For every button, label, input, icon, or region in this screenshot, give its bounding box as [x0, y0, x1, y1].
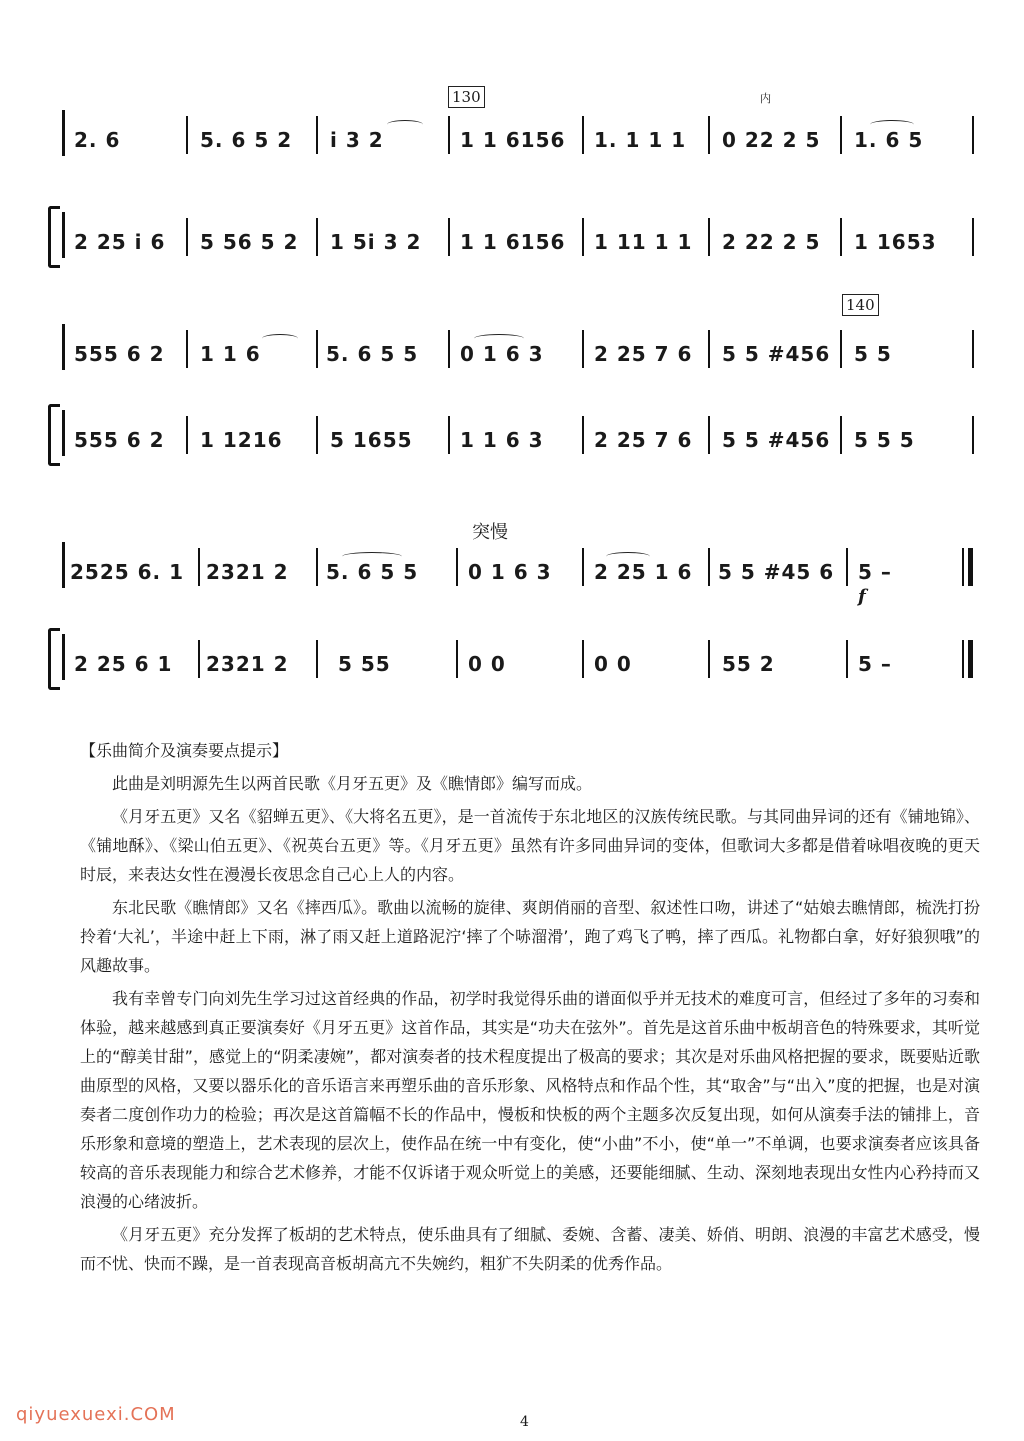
intro-paragraph: 东北民歌《瞧情郎》又名《摔西瓜》。歌曲以流畅的旋律、爽朗俏丽的音型、叙述性口吻，讲述了“姑娘去瞧情郎，梳洗打扮拎着‘大礼’，半途中赶上下雨，淋了雨又赶上道路泥泞‘摔了个哧溜滑’，跑了鸡飞了鸭，摔了西瓜。礼物都白拿，好好狼狈哦”的风趣故事。	[80, 898, 980, 975]
measure: 5 5 #456	[722, 428, 831, 452]
bar-line	[582, 116, 584, 154]
bar-line	[448, 116, 450, 154]
measure: 5 5 5	[854, 428, 915, 452]
bar-line	[186, 218, 188, 256]
bar-line	[316, 218, 318, 256]
music-score	[0, 0, 1024, 720]
intro-paragraph: 我有幸曾专门向刘先生学习过这首经典的作品，初学时我觉得乐曲的谱面似乎并无技术的难度可言，但经过了多年的习奏和体验，越来越感到真正要演奏好《月牙五更》这首作品，其实是“功夫在弦外”。首先是这首乐曲中板胡音色的特殊要求，其听觉上的“醇美甘甜”，感觉上的“阴柔凄婉”，都对演奏者的技术程度提出了极高的要求；其次是对乐曲风格把握的要求，既要贴近歌曲原型的风格，又要以器乐化的音乐语言来再塑乐曲的音乐形象、风格特点和作品个性，其“取舍”与“出入”度的把握，也是对演奏者二度创作功力的检验；再次是这首篇幅不长的作品中，慢板和快板的两个主题多次反复出现，如何从演奏手法的铺排上，音乐形象和意境的塑造上，艺术表现的层次上，使作品在统一中有变化，使“小曲”不小，使“单一”不单调，也要求演奏者应该具备较高的音乐表现能力和综合艺术修养，才能不仅诉诸于观众听觉上的美感，还要能细腻、生动、深刻地表现出女性内心矜持而又浪漫的心绪波折。	[80, 989, 980, 1211]
bar-line	[840, 330, 842, 368]
bar-line	[448, 416, 450, 454]
bar-line	[846, 640, 848, 678]
bar-line	[448, 330, 450, 368]
staff-top	[62, 322, 982, 372]
measure: 0 0	[468, 652, 506, 676]
final-bar-thick	[968, 548, 973, 586]
tie	[262, 334, 298, 343]
measure: 1 5i 3 2	[330, 230, 422, 254]
bar-line	[456, 548, 458, 586]
bar-line	[456, 640, 458, 678]
measure: 1 1216	[200, 428, 283, 452]
measure: 5 5 #456	[722, 342, 831, 366]
measure: 1. 1 1 1	[594, 128, 687, 152]
measure: 5 55	[338, 652, 391, 676]
measure: 1 1 6 3	[460, 428, 544, 452]
bar-line	[972, 330, 974, 368]
tie	[606, 552, 650, 561]
bar-line	[708, 218, 710, 256]
final-bar-thin	[962, 548, 964, 586]
measure: 5. 6 5 5	[326, 342, 419, 366]
staff-start-bar	[62, 410, 65, 456]
tie	[342, 552, 402, 561]
bar-line	[186, 330, 188, 368]
system-bracket	[48, 404, 60, 466]
measure: 0 22 2 5	[722, 128, 821, 152]
bar-line	[582, 548, 584, 586]
measure: 5 –	[858, 652, 892, 676]
bar-line	[316, 116, 318, 154]
bar-line	[198, 640, 200, 678]
page-number: 4	[520, 1414, 529, 1430]
tie	[870, 120, 914, 129]
bar-line	[186, 116, 188, 154]
bar-line	[448, 218, 450, 256]
measure: 0 1 6 3	[468, 560, 552, 584]
rehearsal-mark-130: 130	[448, 86, 485, 108]
intro-heading: 【乐曲简介及演奏要点提示】	[80, 741, 289, 760]
bar-line	[316, 330, 318, 368]
final-bar-thick	[968, 640, 973, 678]
measure: 5 5	[854, 342, 892, 366]
bar-line	[708, 330, 710, 368]
bar-line	[186, 416, 188, 454]
tie	[387, 120, 423, 129]
bar-line	[708, 640, 710, 678]
intro-paragraph: 《月牙五更》充分发挥了板胡的艺术特点，使乐曲具有了细腻、委婉、含蓄、凄美、娇俏、明朗、浪漫的丰富艺术感受，慢而不忧、快而不躁，是一首表现高音板胡高亢不失婉约，粗犷不失阴柔的优秀作品。	[80, 1225, 980, 1273]
measure: 0 1 6 3	[460, 342, 544, 366]
staff-bottom	[62, 210, 982, 260]
dynamic-mark: f	[858, 586, 866, 607]
bar-line	[198, 548, 200, 586]
measure: 5 5 #45 6	[718, 560, 835, 584]
staff-start-bar	[62, 634, 65, 680]
tie	[474, 334, 524, 343]
measure: 1 11 1 1	[594, 230, 693, 254]
measure: 1 1653	[854, 230, 937, 254]
system-bracket	[48, 206, 60, 268]
measure: 1 1 6156	[460, 230, 566, 254]
measure: 2 25 7 6	[594, 342, 693, 366]
bar-line	[972, 116, 974, 154]
measure: 2 25 6 1	[74, 652, 173, 676]
bar-line	[840, 218, 842, 256]
measure: 2321 2	[206, 560, 289, 584]
measure: 55 2	[722, 652, 775, 676]
measure: 1 1 6	[200, 342, 261, 366]
measure: 555 6 2	[74, 342, 165, 366]
measure: 2525 6. 1	[70, 560, 185, 584]
bar-line	[840, 416, 842, 454]
bar-line	[846, 548, 848, 586]
staff-bottom	[62, 408, 982, 458]
bar-line	[708, 416, 710, 454]
measure: 2 22 2 5	[722, 230, 821, 254]
measure: 5. 6 5 5	[326, 560, 419, 584]
measure: 2 25 7 6	[594, 428, 693, 452]
measure: 0 0	[594, 652, 632, 676]
bar-line	[316, 548, 318, 586]
intro-paragraph: 《月牙五更》又名《貂蝉五更》、《大将名五更》，是一首流传于东北地区的汉族传统民歌。与其同曲异词的还有《铺地锦》、《铺地酥》、《梁山伯五更》、《祝英台五更》等。《月牙五更》虽然有许多同曲异词的变体，但歌词大多都是借着咏唱夜晚的更天时辰，来表达女性在漫漫长夜思念自己心上人的内容。	[80, 807, 980, 884]
rehearsal-mark-140: 140	[842, 294, 879, 316]
watermark-logo: qiyuexuexi.COM	[16, 1404, 176, 1425]
measure: 5. 6 5 2	[200, 128, 293, 152]
staff-start-bar	[62, 542, 65, 588]
measure: 5 56 5 2	[200, 230, 299, 254]
tempo-marking: 突慢	[472, 522, 508, 543]
staff-top	[62, 108, 982, 158]
bar-line	[708, 116, 710, 154]
system-bracket	[48, 628, 60, 690]
measure: 2 25 1 6	[594, 560, 693, 584]
bar-line	[316, 416, 318, 454]
measure: 5 –	[858, 560, 892, 584]
staff-start-bar	[62, 110, 65, 156]
measure: 2 25 i 6	[74, 230, 166, 254]
staff-start-bar	[62, 324, 65, 370]
final-bar-thin	[962, 640, 964, 678]
bar-line	[582, 330, 584, 368]
bar-line	[972, 416, 974, 454]
bar-line	[582, 218, 584, 256]
intro-paragraph: 此曲是刘明源先生以两首民歌《月牙五更》及《瞧情郎》编写而成。	[112, 774, 593, 793]
bar-line	[972, 218, 974, 256]
staff-bottom	[62, 632, 982, 682]
measure: 1 1 6156	[460, 128, 566, 152]
bar-line	[708, 548, 710, 586]
bar-line	[316, 640, 318, 678]
intro-section	[80, 736, 980, 1282]
bar-line	[582, 640, 584, 678]
measure: 1. 6 5	[854, 128, 924, 152]
measure: 555 6 2	[74, 428, 165, 452]
measure: 5 1655	[330, 428, 413, 452]
bar-line	[582, 416, 584, 454]
ornament-mark: 内	[760, 92, 771, 105]
bar-line	[840, 116, 842, 154]
measure: 2321 2	[206, 652, 289, 676]
measure: i 3 2	[330, 128, 384, 152]
measure: 2. 6	[74, 128, 121, 152]
staff-start-bar	[62, 212, 65, 258]
staff-top	[62, 540, 982, 607]
